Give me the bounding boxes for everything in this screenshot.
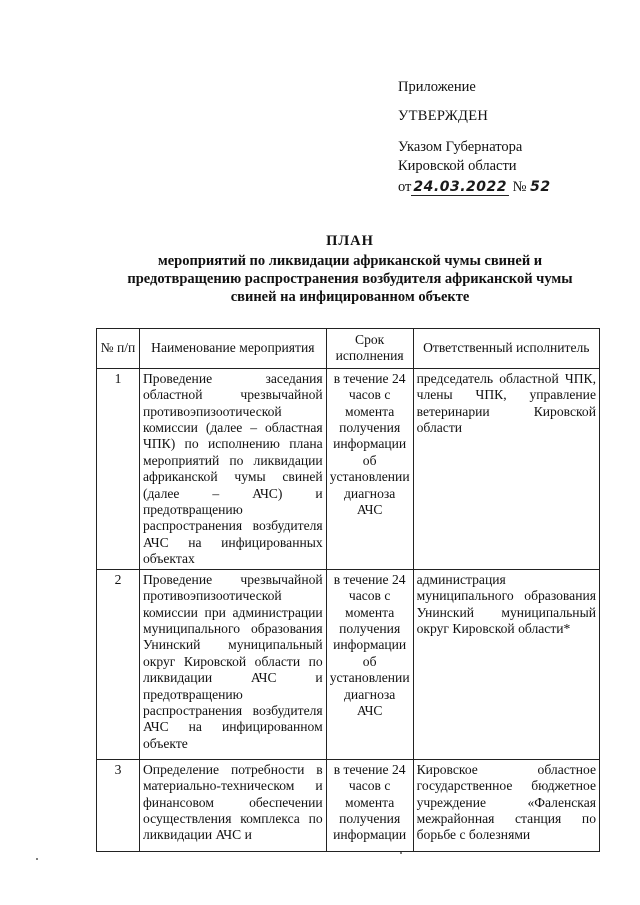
plan-table xyxy=(96,328,600,852)
row-num: 1 xyxy=(97,368,140,569)
title-line-2: предотвращению распространения возбудителя африканской чумы xyxy=(127,271,573,287)
row-responsible: Кировское областное государственное бюджетное учреждение «Фаленская межрайонная станция по борьбе с болезнями xyxy=(413,759,599,851)
row-term: в течение 24 часов с момента получения информации об установлении диагноза АЧС xyxy=(326,569,413,759)
row-activity: Проведение заседания областной чрезвычайной противоэпизоотической комиссии (далее – областная ЧПК) по исполнению плана мероприятий по ликвидации африканской чумы свиней (далее – АЧС) и предотвращению распространения возбудителя АЧС на инфицированных объектах xyxy=(139,368,326,569)
title-line-3: свиней на инфицированном объекте xyxy=(230,289,470,305)
header-num: № п/п xyxy=(97,329,140,369)
approval-block xyxy=(398,78,618,197)
row-responsible: администрация муниципального образования Унинский муниципальный округ Кировской области* xyxy=(413,569,599,759)
table-row xyxy=(97,569,600,759)
scan-speck xyxy=(400,852,402,854)
decree-line-1: Указом Губернатора xyxy=(398,139,523,155)
plan-title: ПЛАН xyxy=(326,233,374,249)
row-activity: Проведение чрезвычайной противоэпизоотической комиссии при администрации муниципального образования Унинский муниципальный округ Кировской области по ликвидации АЧС и предотвращению распространения возбудителя АЧС на инфицированном объекте xyxy=(139,569,326,759)
table-row xyxy=(97,759,600,851)
number-prefix: № xyxy=(512,179,527,195)
header-resp: Ответственный исполнитель xyxy=(413,329,599,369)
approved-label: УТВЕРЖДЕН xyxy=(398,108,489,124)
decree-line-2: Кировской области xyxy=(398,158,517,174)
date-prefix: от xyxy=(398,179,412,195)
table-row xyxy=(97,368,600,569)
decree-date-line xyxy=(398,178,618,197)
document-title xyxy=(80,232,620,306)
row-term: в течение 24 часов с момента получения информации xyxy=(326,759,413,851)
handwritten-date: 24.03.2022 xyxy=(413,179,507,195)
header-term: Срок исполнения xyxy=(326,329,413,369)
annex-label: Приложение xyxy=(398,79,476,95)
header-name: Наименование мероприятия xyxy=(139,329,326,369)
row-num: 3 xyxy=(97,759,140,851)
row-term: в течение 24 часов с момента получения информации об установлении диагноза АЧС xyxy=(326,368,413,569)
handwritten-number: 52 xyxy=(530,179,551,195)
row-num: 2 xyxy=(97,569,140,759)
title-line-1: мероприятий по ликвидации африканской чумы свиней и xyxy=(157,253,543,269)
table-header-row xyxy=(97,329,600,369)
row-activity: Определение потребности в материально-техническом и финансовом обеспечении осуществления комплекса по ликвидации АЧС и xyxy=(139,759,326,851)
row-responsible: председатель областной ЧПК, члены ЧПК, управление ветеринарии Кировской области xyxy=(413,368,599,569)
scan-speck xyxy=(36,858,38,860)
